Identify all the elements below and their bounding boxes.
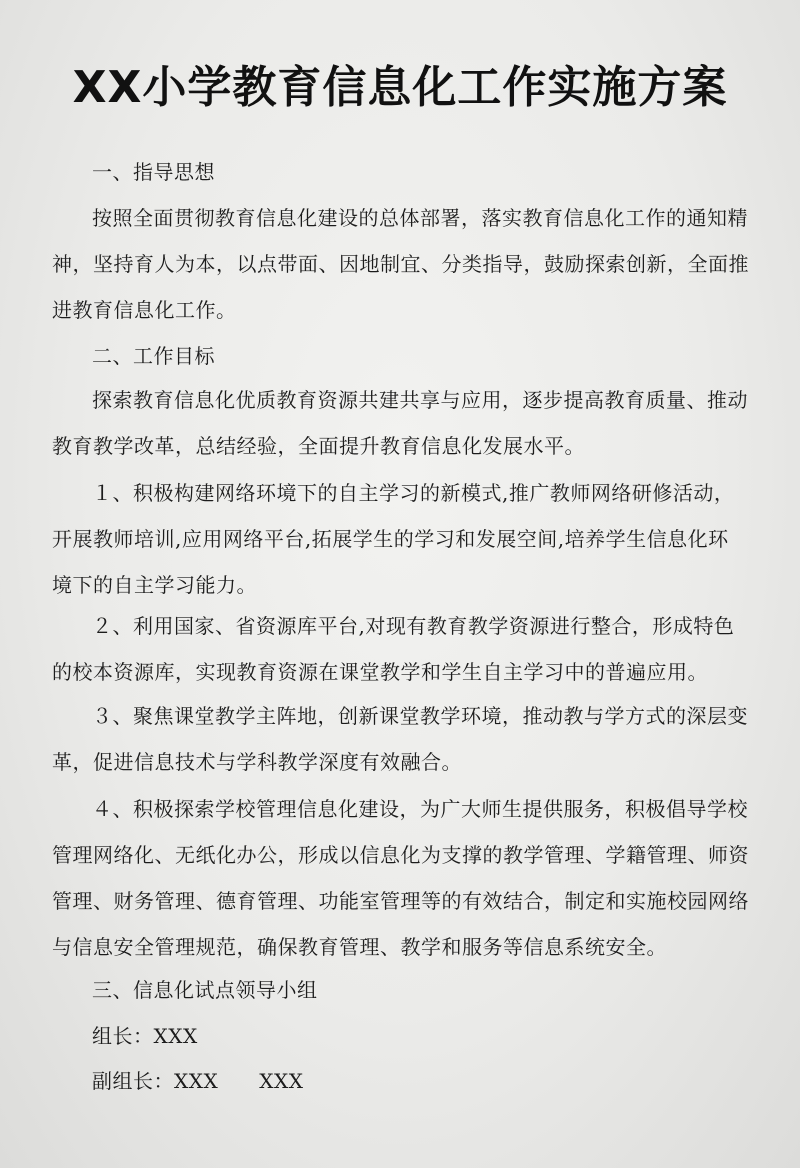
paragraph-line: ３、聚焦课堂教学主阵地，创新课堂教学环境，推动教与学方式的深层变 [92, 704, 748, 728]
paragraph-line: 神，坚持育人为本，以点带面、因地制宜、分类指导，鼓励探索创新，全面推 [52, 252, 749, 276]
group-leader: 组长：XXX [92, 1024, 198, 1048]
paragraph-guiding-ideology [52, 195, 752, 333]
paragraph-line: 革，促进信息技术与学科教学深度有效融合。 [52, 750, 462, 774]
goal-item-2 [52, 603, 752, 695]
paragraph-line: 教育教学改革，总结经验，全面提升教育信息化发展水平。 [52, 434, 585, 458]
paragraph-line: 管理、财务管理、德育管理、功能室管理等的有效结合，制定和实施校园网络 [52, 889, 749, 913]
paragraph-line: 进教育信息化工作。 [52, 298, 237, 322]
paragraph-line: 按照全面贯彻教育信息化建设的总体部署，落实教育信息化工作的通知精 [92, 206, 748, 230]
section-heading-leadership-group: 三、信息化试点领导小组 [92, 978, 318, 1002]
paragraph-line: 境下的自主学习能力。 [52, 573, 257, 597]
goal-item-4 [52, 786, 752, 970]
section-heading-guiding-ideology: 一、指导思想 [92, 160, 215, 184]
paragraph-line: 开展教师培训,应用网络平台,拓展学生的学习和发展空间,培养学生信息化环 [52, 527, 729, 551]
paragraph-line: 探索教育信息化优质教育资源共建共享与应用，逐步提高教育质量、推动 [92, 388, 748, 412]
paragraph-work-goals [52, 377, 752, 469]
goal-item-3 [52, 693, 752, 785]
paragraph-line: 的校本资源库，实现教育资源在课堂教学和学生自主学习中的普遍应用。 [52, 660, 708, 684]
paragraph-line: ４、积极探索学校管理信息化建设，为广大师生提供服务，积极倡导学校 [92, 797, 748, 821]
paragraph-line: 与信息安全管理规范，确保教育管理、教学和服务等信息系统安全。 [52, 935, 667, 959]
group-deputy-leader: 副组长：XXX XXX [92, 1069, 304, 1093]
paragraph-line: 管理网络化、无纸化办公，形成以信息化为支撑的教学管理、学籍管理、师资 [52, 843, 749, 867]
goal-item-1 [52, 470, 752, 608]
document-title: XX小学教育信息化工作实施方案 [72, 62, 728, 113]
section-heading-work-goals: 二、工作目标 [92, 344, 215, 368]
paragraph-line: １、积极构建网络环境下的自主学习的新模式,推广教师网络研修活动， [92, 481, 735, 505]
paragraph-line: ２、利用国家、省资源库平台,对现有教育教学资源进行整合，形成特色 [92, 614, 735, 638]
